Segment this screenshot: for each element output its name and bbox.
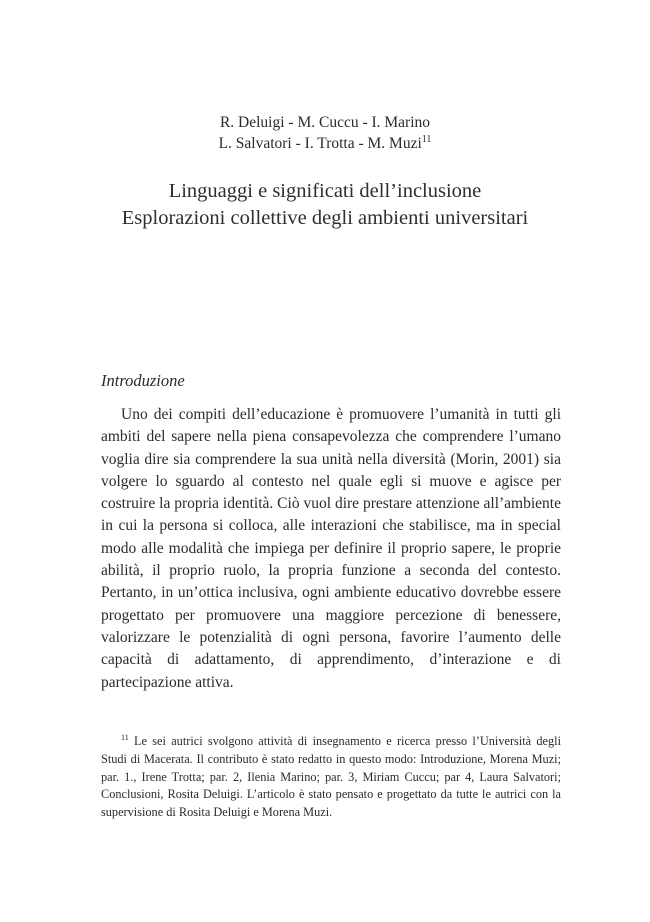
author-line-2-text: L. Salvatori - I. Trotta - M. Muzi (218, 135, 422, 152)
footnote-reference: 11 (421, 134, 432, 145)
section-heading: Introduzione (101, 371, 185, 390)
article-title (0, 178, 650, 232)
footnote-text: Le sei autrici svolgono attività di insegnamento e ricerca presso l’Università degli Studi di Macerata. Il contributo è stato redatto in questo modo: Introduzione, Morena Muzi; par. 1., Irene Trotta; par. 2, Ilenia Marino; par. 3, Miriam Cuccu; par 4, Laura Salvatori; Conclusioni, Rosita Deluigi. L’articolo è stato pensato e progettato da tutte le autrici con la supervisione di Rosita Deluigi e Morena Muzi. (101, 734, 561, 820)
footnote (101, 733, 561, 822)
author-line-2 (0, 133, 650, 154)
body-paragraph: Uno dei compiti dell’educazione è promuovere l’umanità in tutti gli ambiti del sapere nella piena consapevolezza che comprendere l’umano voglia dire sia comprendere la sua unità nella diversità (Morin, 2001) sia volgere lo sguardo al contesto nel quale egli si muove e agisce per costruire la propria identità. Ciò vuol dire prestare attenzione all’ambiente in cui la persona si colloca, alle interazioni che stabilisce, ma in special modo alle modalità che impiega per definire il proprio sapere, le proprie abilità, il proprio ruolo, la propria funzione a seconda del contesto. Pertanto, in un’ottica inclusiva, ogni ambiente educativo dovrebbe essere progettato per promuovere una maggiore percezione di benessere, valorizzare le potenzialità di ogni persona, favorire l’aumento delle capacità di adattamento, di apprendimento, d’interazione e di partecipazione attiva. (101, 406, 561, 691)
author-line-1 (0, 112, 650, 133)
footnote-marker: 11 (121, 733, 129, 742)
author-list (0, 112, 650, 154)
author-line-1-text: R. Deluigi - M. Cuccu - I. Marino (219, 114, 431, 131)
subtitle-line: Esplorazioni collettive degli ambienti universitari (121, 207, 529, 229)
title-line-1: Linguaggi e significati dell’inclusione (168, 180, 482, 202)
